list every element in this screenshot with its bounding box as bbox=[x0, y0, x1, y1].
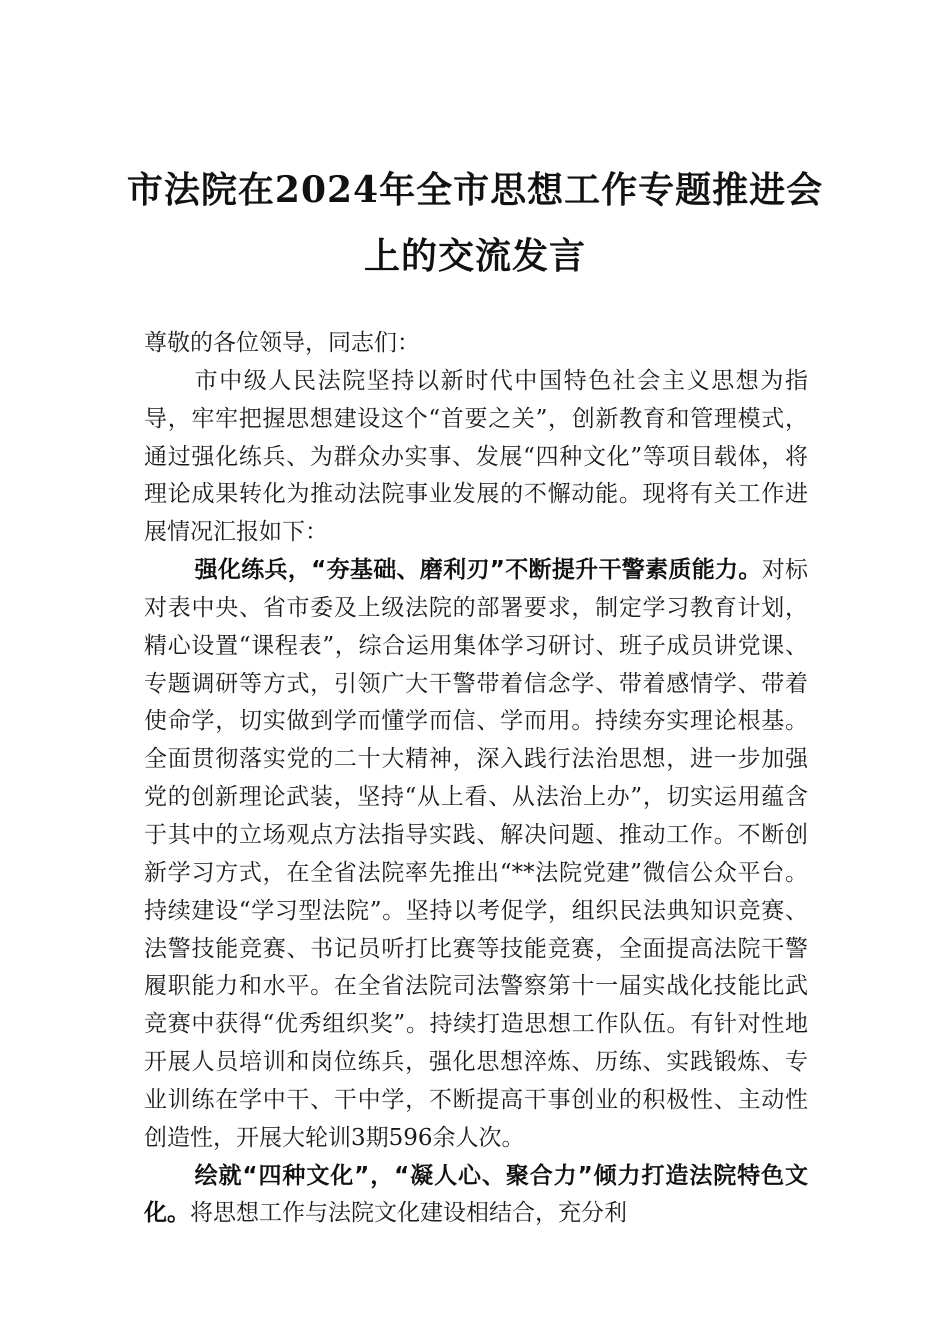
intro-paragraph: 市中级人民法院坚持以新时代中国特色社会主义思想为指导，牢牢把握思想建设这个“首要之关”，创新教育和管理模式，通过强化练兵、为群众办实事、发展“四种文化”等项目载体，将理论成果转化为推动法院事业发展的不懈动能。现将有关工作进展情况汇报如下： bbox=[144, 367, 808, 546]
section-2-paragraph bbox=[144, 1158, 808, 1234]
section-1-heading: 强化练兵，“夯基础、磨利刃”不断提升干警素质能力。 bbox=[194, 557, 762, 584]
section-2-heading: 绘就“四种文化”，“凝人心、聚合力”倾力打造法院特色文化。 bbox=[144, 1162, 808, 1227]
section-1-paragraph bbox=[144, 552, 808, 1158]
salutation: 尊敬的各位领导，同志们： bbox=[144, 330, 420, 356]
document-title-line-2: 上的交流发言 bbox=[363, 235, 586, 277]
document-title-line-1: 市法院在2024年全市思想工作专题推进会 bbox=[126, 169, 824, 211]
document-body bbox=[144, 325, 808, 1233]
section-2-body: 将思想工作与法院文化建设相结合，充分利 bbox=[190, 1200, 627, 1227]
section-1-body: 对标对表中央、省市委及上级法院的部署要求，制定学习教育计划，精心设置“课程表”，综合运用集体学习研讨、班子成员讲党课、专题调研等方式，引领广大干警带着信念学、带着感情学、带着使命学，切实做到学而懂学而信、学而用。持续夯实理论根基。全面贯彻落实党的二十大精神，深入践行法治思想，进一步加强党的创新理论武装，坚持“从上看、从法治上办”，切实运用蕴含于其中的立场观点方法指导实践、解决问题、推动工作。不断创新学习方式，在全省法院率先推出“**法院党建”微信公众平台。持续建设“学习型法院”。坚持以考促学，组织民法典知识竞赛、法警技能竞赛、书记员听打比赛等技能竞赛，全面提高法院干警履职能力和水平。在全省法院司法警察第十一届实战化技能比武竞赛中获得“优秀组织奖”。持续打造思想工作队伍。有针对性地开展人员培训和岗位练兵，强化思想淬炼、历练、实践锻炼、专业训练在学中干、干中学，不断提高干事创业的积极性、主动性创造性，开展大轮训3期596余人次。 bbox=[144, 557, 809, 1151]
